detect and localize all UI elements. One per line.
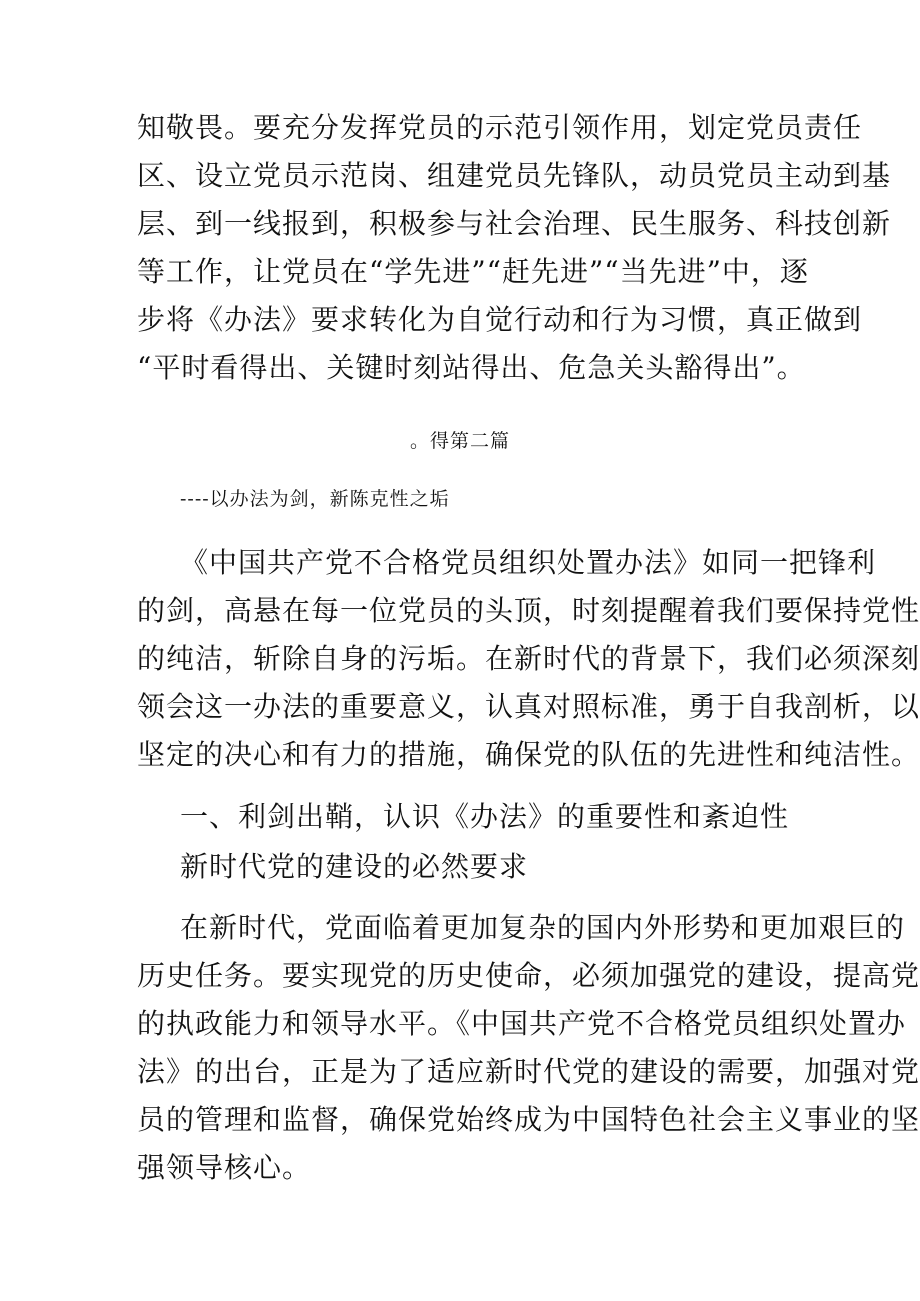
text-line: 员的管理和监督，确保党始终成为中国特色社会主义事业的坚 bbox=[137, 1103, 920, 1136]
heading-one: 一、利剑出鞘，认识《办法》的重要性和紊迫性 bbox=[180, 800, 790, 833]
text-line: 的执政能力和领导水平。《中国共产党不合格党员组织处置办 bbox=[137, 1007, 907, 1040]
text-line: 领会这一办法的重要意义，认真对照标准，勇于自我剖析，以 bbox=[137, 690, 920, 723]
text-line: 等工作，让党员在“学先进”“赶先进”“当先进”中，逐 bbox=[137, 255, 809, 288]
text-line: 区、设立党员示范岗、组建党员先锋队，动员党员主动到基 bbox=[137, 159, 892, 192]
text-line: 历史任务。要实现党的历史使命，必须加强党的建设，提高党 bbox=[137, 959, 920, 992]
text-line: 强领导核心。 bbox=[137, 1151, 312, 1184]
text-line: 坚定的决心和有力的措施，确保党的队伍的先进性和纯洁性。 bbox=[137, 738, 920, 771]
text-line: 的剑，高悬在每一位党员的头顶，时刻提醒着我们要保持党性 bbox=[137, 594, 920, 627]
text-line: 的纯洁，斩除自身的污垢。在新时代的背景下，我们必须深刻 bbox=[137, 642, 920, 675]
text-line: 法》的出台，正是为了适应新时代党的建设的需要，加强对党 bbox=[137, 1055, 920, 1088]
subtitle: ----以办法为剑，新陈克性之垢 bbox=[180, 488, 450, 510]
text-line: 在新时代，党面临着更加复杂的国内外形势和更加艰巨的 bbox=[180, 911, 906, 944]
text-line: 步将《办法》要求转化为自觉行动和行为习惯，真正做到 bbox=[137, 303, 863, 336]
text-line: 知敬畏。要充分发挥党员的示范引领作用，划定党员责任 bbox=[137, 111, 863, 144]
text-line: 《中国共产党不合格党员组织处置办法》如同一把锋利 bbox=[180, 546, 877, 579]
sub-heading: 新时代党的建设的必然要求 bbox=[180, 850, 529, 883]
text-line: 层、到一线报到，积极参与社会治理、民生服务、科技创新 bbox=[137, 207, 892, 240]
text-line: “平时看得出、关键时刻站得出、危急关头豁得出”。 bbox=[137, 351, 806, 384]
section-title: 。得第二篇 bbox=[409, 430, 510, 452]
